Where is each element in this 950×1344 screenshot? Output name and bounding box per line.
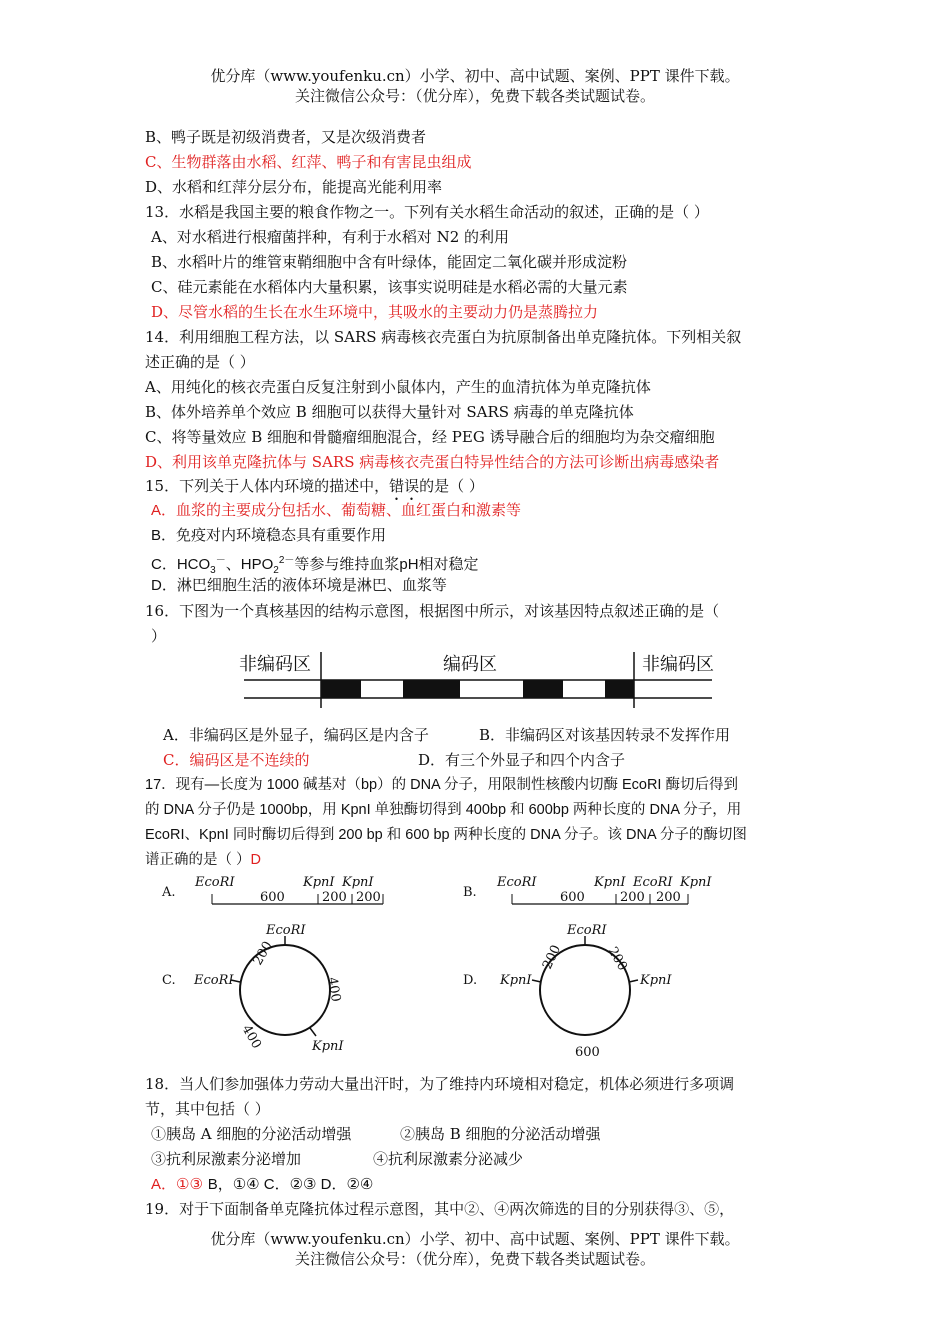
q13-option-d: D、尽管水稻的生长在水生环境中，其吸水的主要动力仍是蒸腾拉力	[151, 303, 599, 321]
map-d-num-3: 600	[575, 1045, 600, 1060]
q17-answer: D	[250, 852, 262, 868]
map-b-seg-1: 600	[560, 890, 585, 905]
q14-option-d: D、利用该单克隆抗体与 SARS 病毒核衣壳蛋白特异性结合的方法可诊断出病毒感染者	[145, 453, 720, 471]
map-b-kpni-2: KpnI	[680, 875, 712, 890]
map-b-kpni-1: KpnI	[594, 875, 626, 890]
q15-option-a: A．血浆的主要成分包括水、葡萄糖、血红蛋白和激素等	[151, 502, 522, 519]
map-d-label: D.	[463, 973, 478, 988]
q16-option-c: C．编码区是不连续的	[163, 751, 310, 769]
map-d-num-2: 200	[604, 944, 630, 974]
q17-stem-1: 17．现有—长度为 1000 碱基对（bp）的 DNA 分子，用限制性核酸内切酶 EcoRI 酶切后得到	[145, 777, 738, 793]
map-b-ecori-2: EcoRI	[633, 875, 673, 890]
q15-c-pre: C．HCO	[151, 556, 211, 573]
gene-label-left: 非编码区	[239, 654, 311, 675]
map-b-seg-2: 200	[620, 890, 645, 905]
restriction-map-figure	[150, 870, 730, 1065]
q18-choice-4: ④抗利尿激素分泌减少	[373, 1150, 524, 1168]
map-a-seg-3: 200	[356, 890, 381, 905]
q15-c-sup2: 2－	[278, 555, 295, 566]
q13-option-c: C、硅元素能在水稻体内大量积累，该事实说明硅是水稻必需的大量元素	[151, 278, 628, 296]
map-c-ecori-top: EcoRI	[266, 923, 306, 938]
map-a-seg-1: 600	[260, 890, 285, 905]
map-c-num-3: 400	[238, 1022, 264, 1052]
map-b-seg-3: 200	[656, 890, 681, 905]
q13-stem: 13．水稻是我国主要的粮食作物之一。下列有关水稻生命活动的叙述，正确的是（ ）	[145, 203, 709, 221]
exon-1	[321, 680, 361, 698]
map-a-label: A.	[162, 885, 176, 900]
map-d-num-1: 200	[540, 942, 565, 972]
gene-label-right: 非编码区	[642, 654, 714, 675]
q18-choice-1: ①胰岛 A 细胞的分泌活动增强	[151, 1125, 352, 1143]
q15-c-sub2: 2	[273, 565, 279, 576]
footer-line-1: 优分库（www.youfenku.cn）小学、初中、高中试题、案例、PPT 课件下载。	[210, 1230, 740, 1248]
q17-stem-2: 的 DNA 分子仍是 1000bp，用 KpnI 单独酶切得到 400bp 和 600bp 两种长度的 DNA 分子，用	[145, 802, 742, 818]
q14-option-a: A、用纯化的核衣壳蛋白反复注射到小鼠体内，产生的血清抗体为单克隆抗体	[145, 378, 651, 396]
q14-option-c: C、将等量效应 B 细胞和骨髓瘤细胞混合，经 PEG 诱导融合后的细胞均为杂交瘤细胞	[145, 428, 715, 446]
q15-option-b: B．免疫对内环境稳态具有重要作用	[151, 527, 387, 544]
q12-option-b: B、鸭子既是初级消费者，又是次级消费者	[145, 128, 427, 146]
q15-c-sub1: 3	[210, 565, 216, 576]
q18-stem-1: 18．当人们参加强体力劳动大量出汗时，为了维持内环境相对稳定，机体必须进行多项调	[145, 1075, 735, 1093]
header-line-1: 优分库（www.youfenku.cn）小学、初中、高中试题、案例、PPT 课件下载。	[210, 67, 740, 85]
map-c-num-1: 200	[250, 938, 276, 968]
exon-2	[403, 680, 460, 698]
q18-choice-3: ③抗利尿激素分泌增加	[151, 1150, 302, 1168]
q15-option-d: D．淋巴细胞生活的液体环境是淋巴、血浆等	[151, 577, 447, 594]
q18-answers	[151, 1174, 373, 1195]
q14-option-b: B、体外培养单个效应 B 细胞可以获得大量针对 SARS 病毒的单克隆抗体	[145, 403, 634, 421]
q17-stem-4-text: 谱正确的是（ ）	[145, 852, 251, 868]
map-a-seg-2: 200	[322, 890, 347, 905]
q14-stem-1: 14．利用细胞工程方法，以 SARS 病毒核衣壳蛋白为抗原制备出单克隆抗体。下列相关叙	[145, 328, 742, 346]
map-d-kpni-left: KpnI	[500, 973, 532, 988]
map-c-label: C.	[162, 973, 176, 988]
map-c-num-2: 400	[324, 976, 344, 1004]
map-d-kpni-right: KpnI	[640, 973, 672, 988]
q19-stem: 19．对于下面制备单克隆抗体过程示意图，其中②、④两次筛选的目的分别获得③、⑤，	[145, 1200, 735, 1218]
q15-c-mid: 、HPO	[225, 556, 274, 573]
q12-option-d: D、水稻和红萍分层分布，能提高光能利用率	[145, 178, 443, 196]
q13-option-a: A、对水稻进行根瘤菌拌种，有利于水稻对 N2 的利用	[151, 228, 510, 246]
q15-stem	[145, 476, 484, 504]
q13-option-b: B、水稻叶片的维管束鞘细胞中含有叶绿体，能固定二氧化碳并形成淀粉	[151, 253, 628, 271]
exon-3	[523, 680, 563, 698]
gene-structure-diagram	[230, 650, 730, 712]
q14-stem-2: 述正确的是（ ）	[145, 353, 255, 371]
map-a-kpni-2: KpnI	[342, 875, 374, 890]
q16-stem-2: ）	[151, 627, 167, 645]
q15-c-sup1: －	[215, 555, 226, 566]
q17-stem-4	[145, 850, 261, 870]
q18-choice-2: ②胰岛 B 细胞的分泌活动增强	[400, 1125, 601, 1143]
map-d-ecori-top: EcoRI	[567, 923, 607, 938]
q15-c-post: 等参与维持血浆pH相对稳定	[294, 556, 479, 573]
footer-line-2: 关注微信公众号：（优分库），免费下载各类试题试卷。	[294, 1250, 655, 1268]
map-c-ecori-left: EcoRI	[194, 973, 234, 988]
header-line-2: 关注微信公众号：（优分库），免费下载各类试题试卷。	[294, 87, 655, 105]
q12-option-c: C、生物群落由水稻、红萍、鸭子和有害昆虫组成	[145, 153, 472, 171]
map-a-ecori: EcoRI	[195, 875, 235, 890]
map-a-kpni-1: KpnI	[303, 875, 335, 890]
q15-stem-emphasis: 错误	[389, 477, 420, 495]
q15-stem-post: 的是（ ）	[419, 477, 484, 495]
q16-stem-1: 16．下图为一个真核基因的结构示意图，根据图中所示，对该基因特点叙述正确的是（	[145, 602, 720, 620]
q18-stem-2: 节，其中包括（ ）	[145, 1100, 270, 1118]
q17-stem-3: EcoRI、KpnI 同时酶切后得到 200 bp 和 600 bp 两种长度的 DNA 分子。该 DNA 分子的酶切图	[145, 827, 747, 843]
map-b-ecori-1: EcoRI	[497, 875, 537, 890]
q16-option-b: B．非编码区对该基因转录不发挥作用	[479, 726, 731, 744]
map-c-kpni: KpnI	[312, 1039, 344, 1054]
exon-4	[605, 680, 634, 698]
q15-stem-pre: 15．下列关于人体内环境的描述中，	[145, 477, 390, 495]
q16-option-a: A．非编码区是外显子，编码区是内含子	[163, 726, 429, 744]
q18-answer-a: A．①③	[151, 1176, 203, 1193]
gene-label-middle: 编码区	[443, 654, 497, 675]
q18-answer-rest: B，①④ C．②③ D．②④	[207, 1176, 374, 1193]
q16-option-d: D．有三个外显子和四个内含子	[418, 751, 626, 769]
map-b-label: B.	[463, 885, 477, 900]
